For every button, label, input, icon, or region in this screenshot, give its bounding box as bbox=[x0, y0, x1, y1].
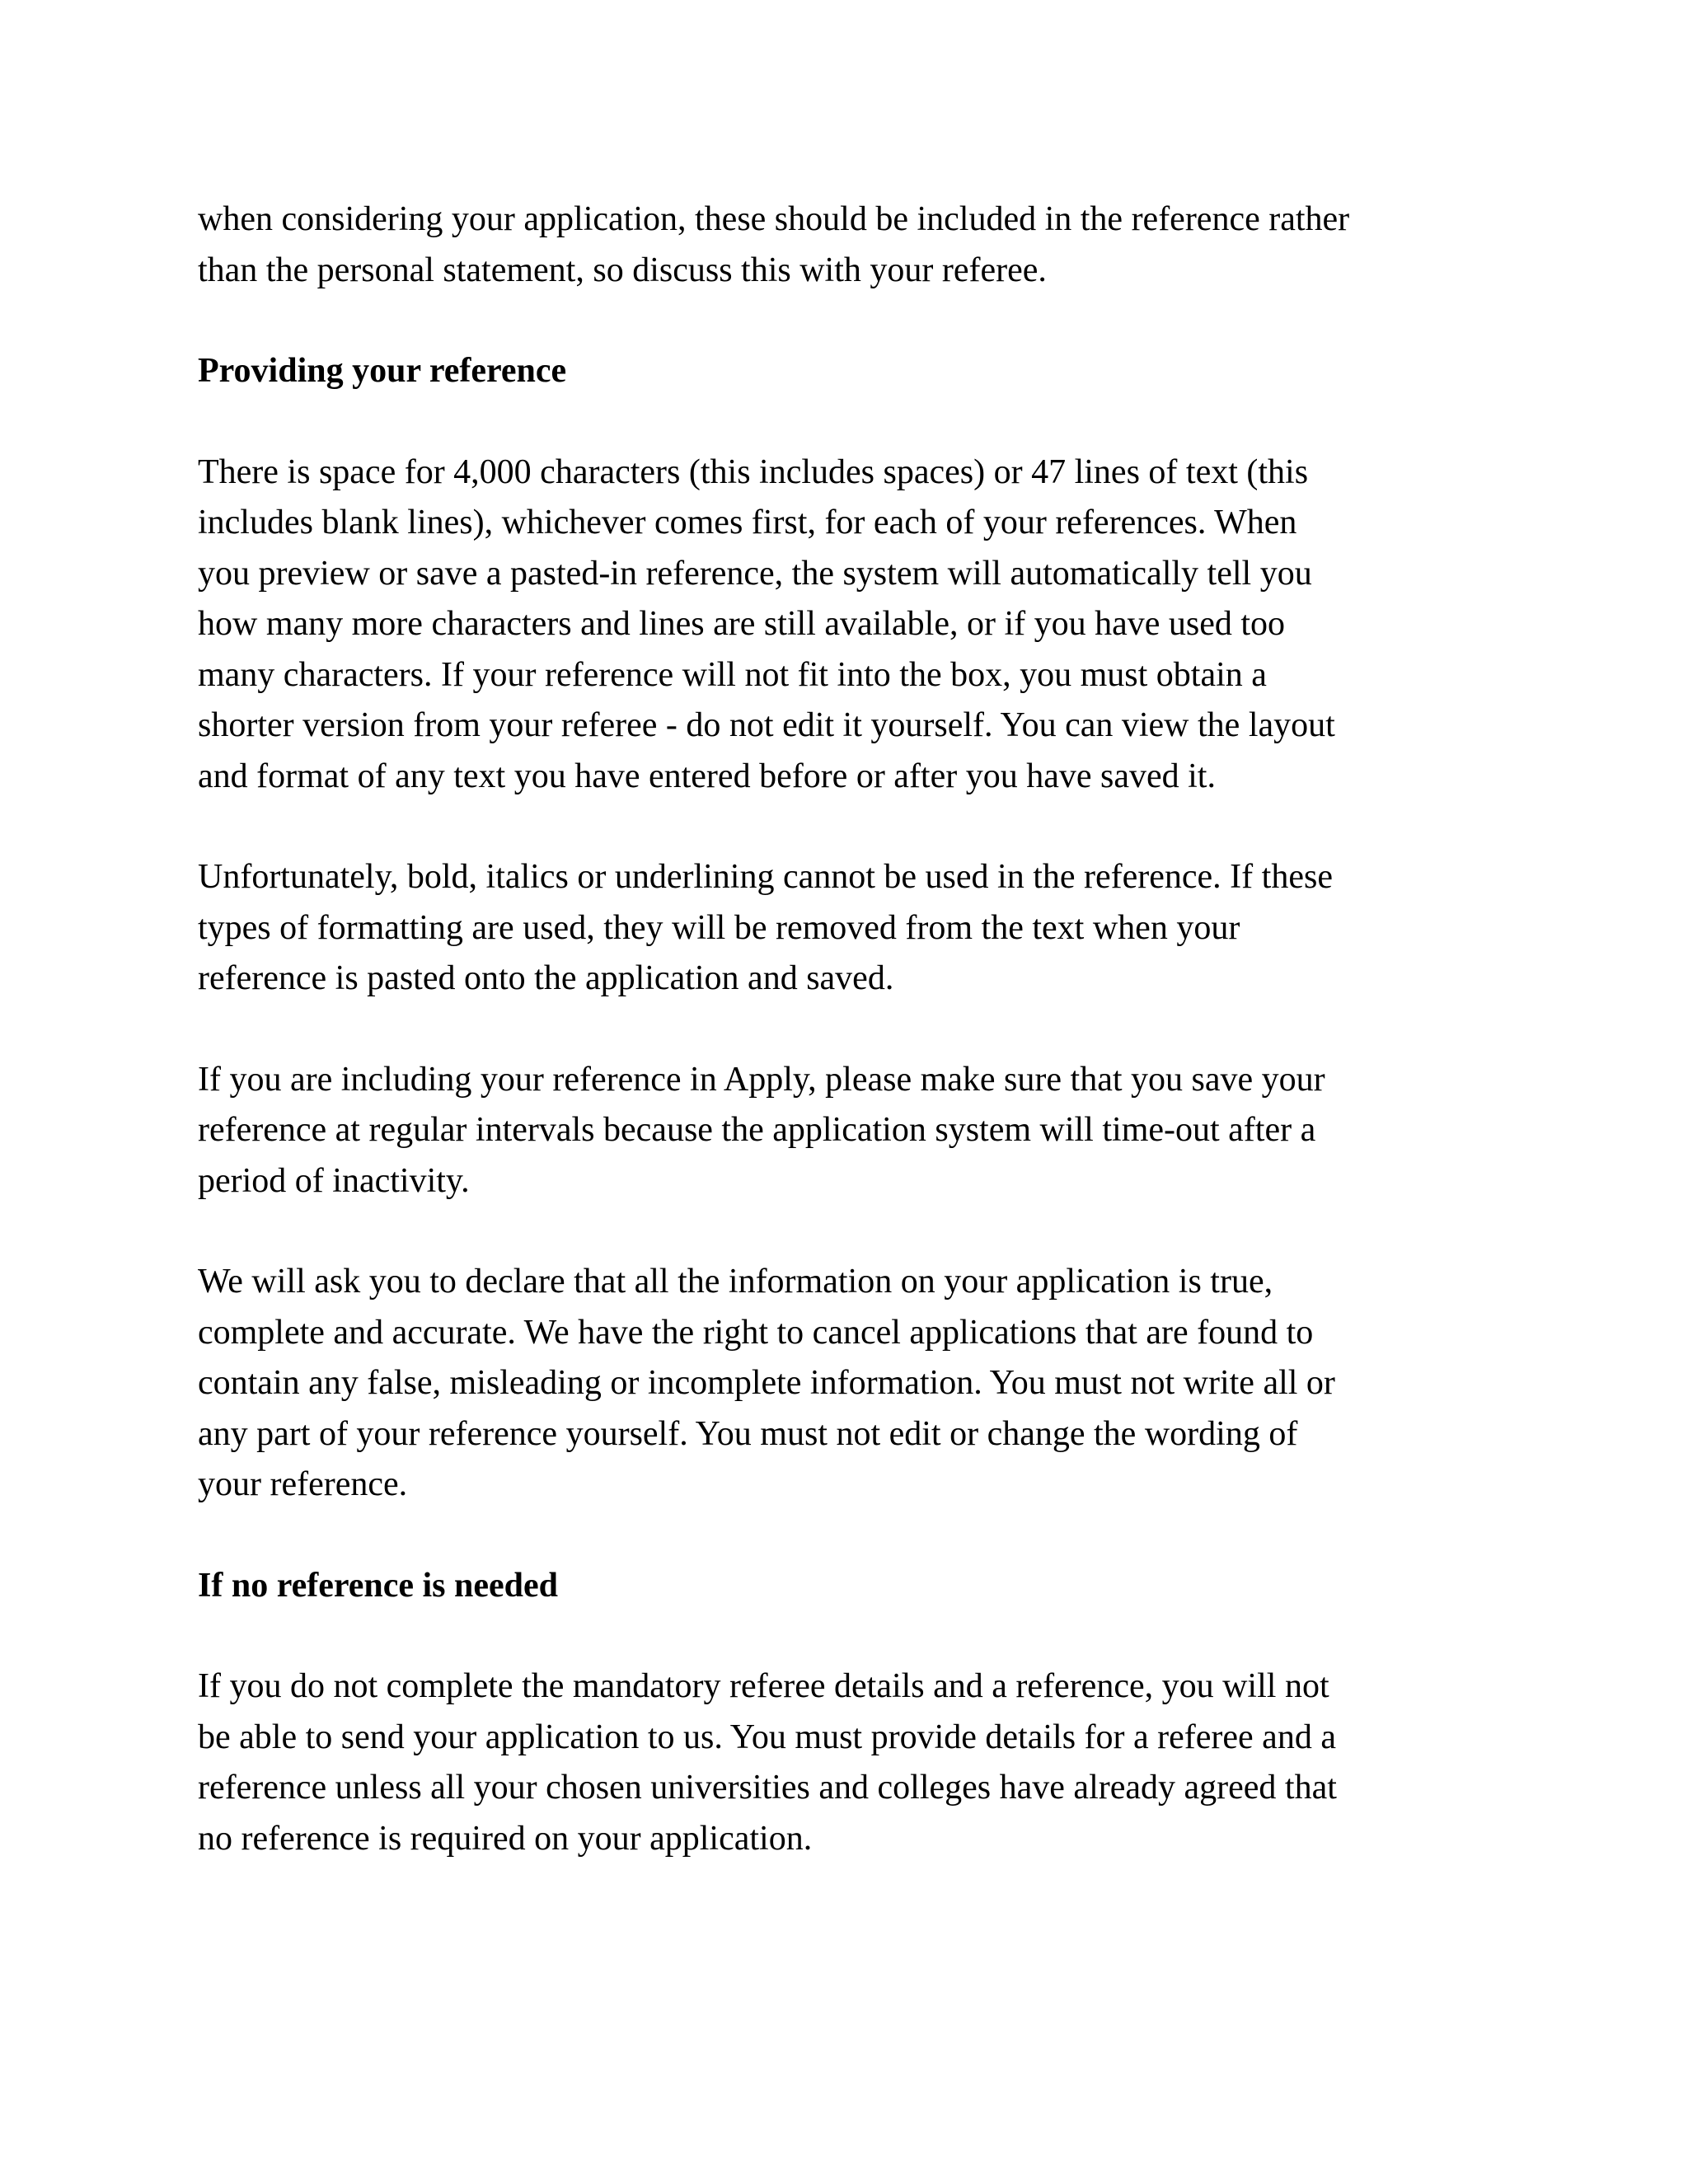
paragraph-formatting bbox=[198, 852, 1500, 1005]
text-line: types of formatting are used, they will be removed from the text when your bbox=[198, 908, 1240, 947]
paragraph-no-reference bbox=[198, 1661, 1500, 1864]
text-line: includes blank lines), whichever comes first, for each of your references. When bbox=[198, 504, 1297, 541]
paragraph-declaration bbox=[198, 1257, 1500, 1511]
paragraph-space-limits bbox=[198, 448, 1500, 803]
text-line: reference at regular intervals because the application system will time-out after a bbox=[198, 1111, 1316, 1149]
text-line: Unfortunately, bold, italics or underlining cannot be used in the reference. If these bbox=[198, 858, 1333, 896]
text-line: any part of your reference yourself. You must not edit or change the wording of bbox=[198, 1414, 1298, 1453]
document-page bbox=[198, 194, 1500, 1915]
text-line: If you do not complete the mandatory referee details and a reference, you will not bbox=[198, 1667, 1329, 1705]
text-line: no reference is required on your application. bbox=[198, 1819, 813, 1858]
text-line: complete and accurate. We have the right to cancel applications that are found to bbox=[198, 1313, 1314, 1352]
text-line: than the personal statement, so discuss this with your referee. bbox=[198, 251, 1047, 289]
section-heading-providing-reference: Providing your reference bbox=[198, 352, 567, 390]
text-line: you preview or save a pasted-in reference, the system will automatically tell you bbox=[198, 554, 1312, 593]
text-line: how many more characters and lines are still available, or if you have used too bbox=[198, 605, 1286, 643]
text-line: reference is pasted onto the application and saved. bbox=[198, 959, 894, 997]
text-line: be able to send your application to us. You must provide details for a referee and a bbox=[198, 1718, 1336, 1756]
text-line: reference unless all your chosen universities and colleges have already agreed that bbox=[198, 1769, 1337, 1807]
text-line: contain any false, misleading or incomplete information. You must not write all or bbox=[198, 1364, 1335, 1402]
text-line: and format of any text you have entered before or after you have saved it. bbox=[198, 757, 1216, 795]
text-line: We will ask you to declare that all the information on your application is true, bbox=[198, 1263, 1273, 1301]
paragraph-save-intervals bbox=[198, 1055, 1500, 1207]
text-line: If you are including your reference in Apply, please make sure that you save your bbox=[198, 1060, 1325, 1099]
text-line: your reference. bbox=[198, 1465, 408, 1503]
text-line: There is space for 4,000 characters (this includes spaces) or 47 lines of text (this bbox=[198, 452, 1309, 491]
text-line: period of inactivity. bbox=[198, 1161, 470, 1200]
text-line: shorter version from your referee - do not edit it yourself. You can view the layout bbox=[198, 706, 1335, 744]
intro-paragraph bbox=[198, 194, 1500, 296]
text-line: when considering your application, these should be included in the reference rather bbox=[198, 200, 1350, 238]
section-heading-no-reference: If no reference is needed bbox=[198, 1566, 559, 1605]
text-line: many characters. If your reference will not fit into the box, you must obtain a bbox=[198, 655, 1267, 694]
